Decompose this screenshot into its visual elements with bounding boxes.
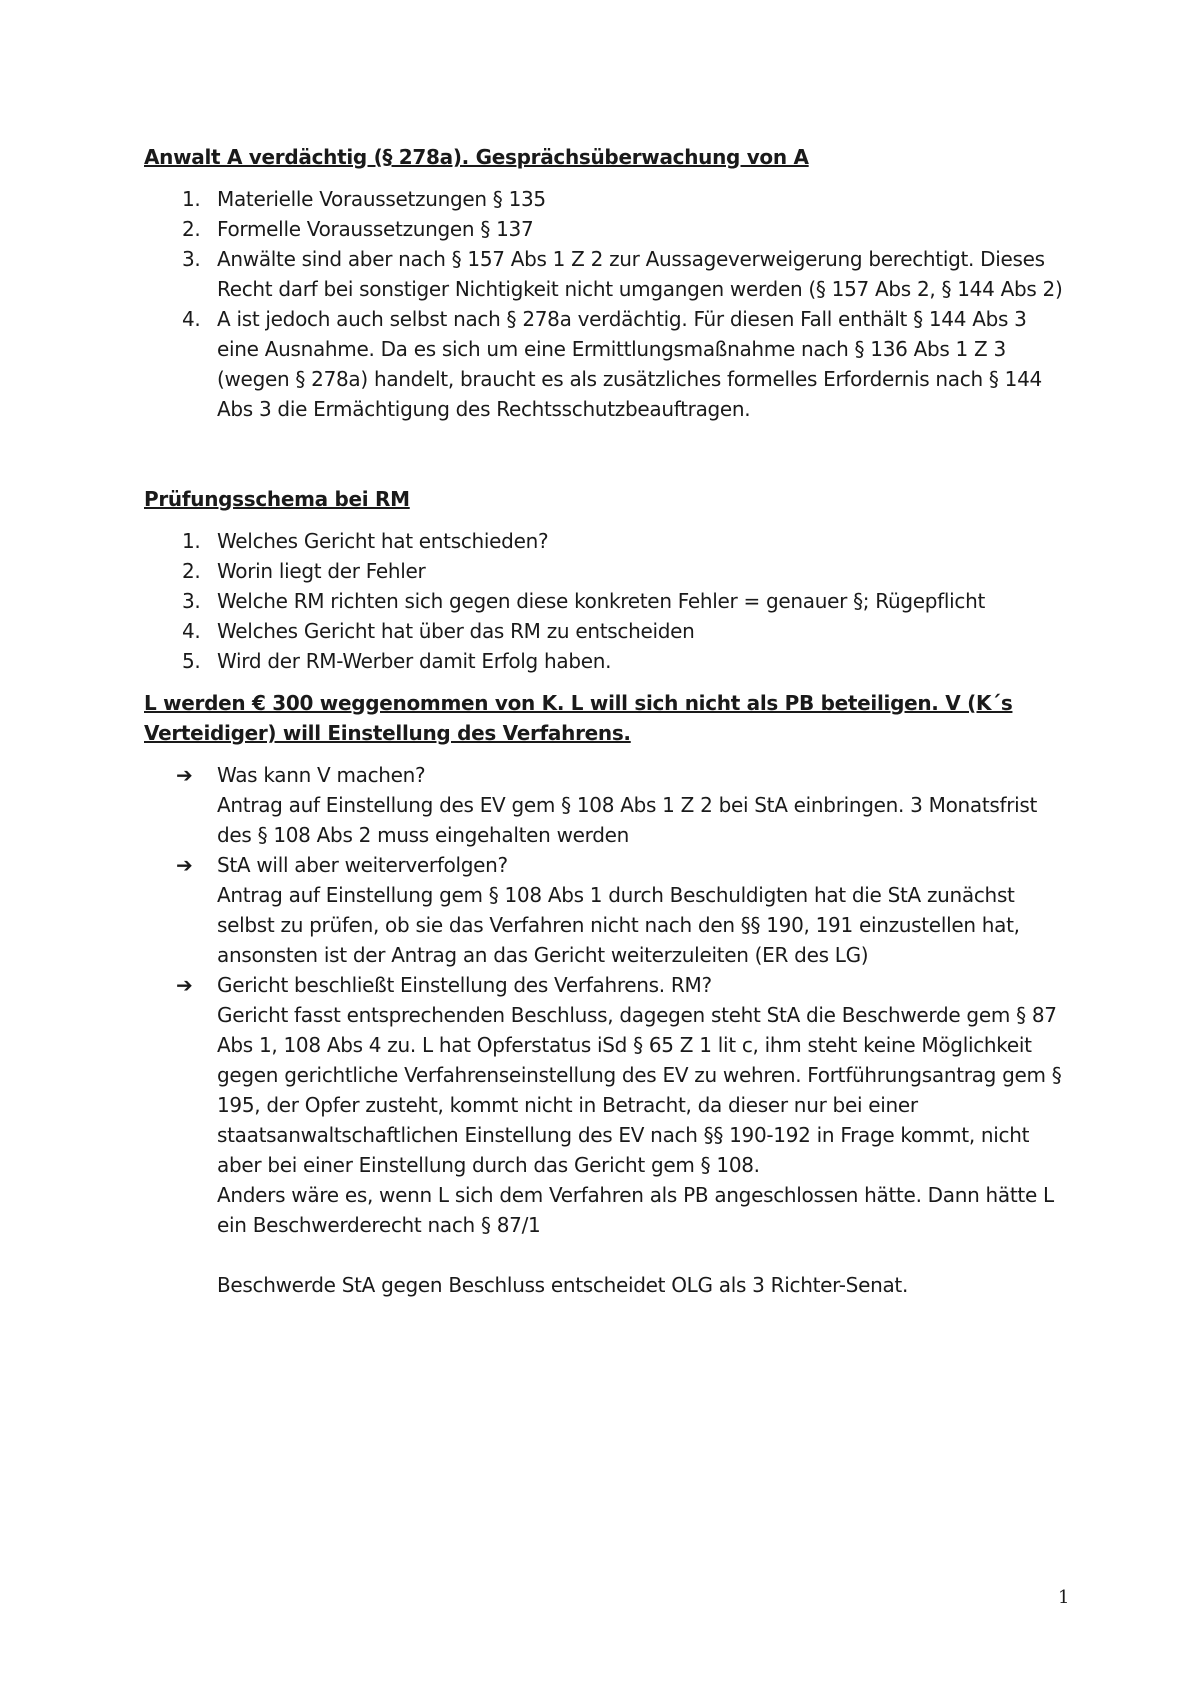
- section-heading: L werden € 300 weggenommen von K. L will sich nicht als PB beteiligen. V (K´s Verteidiger) will Einstellung des Verfahrens.: [144, 691, 1013, 745]
- list-text: Formelle Voraussetzungen § 137: [217, 217, 534, 241]
- arrow-list: [144, 760, 1066, 1300]
- list-item: [144, 556, 1066, 586]
- arrow-question: Was kann V machen?: [217, 763, 426, 787]
- arrow-answer: Antrag auf Einstellung des EV gem § 108 Abs 1 Z 2 bei StA einbringen. 3 Monatsfrist des § 108 Abs 2 muss eingehalten werden: [217, 793, 1038, 847]
- list-text: Worin liegt der Fehler: [217, 559, 426, 583]
- list-number: 3.: [182, 589, 201, 613]
- arrow-question: StA will aber weiterverfolgen?: [217, 853, 508, 877]
- section-heading: Anwalt A verdächtig (§ 278a). Gesprächsüberwachung von A: [144, 145, 809, 169]
- list-item: [144, 244, 1066, 304]
- list-text: Welches Gericht hat entschieden?: [217, 529, 549, 553]
- arrow-item: [144, 970, 1066, 1300]
- arrow-item: [144, 760, 1066, 850]
- list-item: [144, 184, 1066, 214]
- list-item: [144, 616, 1066, 646]
- list-item: [144, 214, 1066, 244]
- list-number: 2.: [182, 559, 201, 583]
- list-text: Wird der RM-Werber damit Erfolg haben.: [217, 649, 612, 673]
- arrow-question: Gericht beschließt Einstellung des Verfahrens. RM?: [217, 973, 712, 997]
- arrow-right-icon: ➔: [176, 763, 193, 787]
- list-number: 3.: [182, 247, 201, 271]
- list-item: [144, 526, 1066, 556]
- section-anwalt: [144, 142, 1066, 424]
- arrow-answer: Antrag auf Einstellung gem § 108 Abs 1 durch Beschuldigten hat die StA zunächst selbst zu prüfen, ob sie das Verfahren nicht nach den §§ 190, 191 einzustellen hat, ansonsten ist der Antrag an das Gericht weiterzuleiten (ER des LG): [217, 883, 1020, 967]
- list-item: [144, 646, 1066, 676]
- list-number: 1.: [182, 529, 201, 553]
- arrow-answer: Gericht fasst entsprechenden Beschluss, dagegen steht StA die Beschwerde gem § 87 Abs 1, 108 Abs 4 zu. L hat Opferstatus iSd § 65 Z 1 lit c, ihm steht keine Möglichkeit gegen gerichtliche Verfahrenseinstellung des EV zu wehren. Fortführungsantrag gem § 195, der Opfer zusteht, kommt nicht in Betracht, da dieser nur bei einer staatsanwaltschaftlichen Einstellung des EV nach §§ 190-192 in Frage kommt, nicht aber bei einer Einstellung durch das Gericht gem § 108.: [217, 1003, 1062, 1177]
- arrow-right-icon: ➔: [176, 973, 193, 997]
- list-number: 1.: [182, 187, 201, 211]
- numbered-list: [144, 184, 1066, 424]
- arrow-extra-note: Beschwerde StA gegen Beschluss entscheidet OLG als 3 Richter-Senat.: [217, 1273, 909, 1297]
- list-item: [144, 304, 1066, 424]
- list-text: Anwälte sind aber nach § 157 Abs 1 Z 2 zur Aussageverweigerung berechtigt. Dieses Recht darf bei sonstiger Nichtigkeit nicht umgangen werden (§ 157 Abs 2, § 144 Abs 2): [217, 247, 1063, 301]
- section-einstellung: [144, 688, 1066, 1300]
- list-item: [144, 586, 1066, 616]
- list-text: Materielle Voraussetzungen § 135: [217, 187, 546, 211]
- list-text: Welche RM richten sich gegen diese konkreten Fehler = genauer §; Rügepflicht: [217, 589, 986, 613]
- page-number: 1: [1058, 1587, 1070, 1608]
- list-number: 4.: [182, 619, 201, 643]
- list-text: Welches Gericht hat über das RM zu entscheiden: [217, 619, 695, 643]
- arrow-extra-note: Anders wäre es, wenn L sich dem Verfahren als PB angeschlossen hätte. Dann hätte L ein Beschwerderecht nach § 87/1: [217, 1183, 1054, 1237]
- section-heading: Prüfungsschema bei RM: [144, 487, 410, 511]
- arrow-right-icon: ➔: [176, 853, 193, 877]
- list-number: 2.: [182, 217, 201, 241]
- list-text: A ist jedoch auch selbst nach § 278a verdächtig. Für diesen Fall enthält § 144 Abs 3 eine Ausnahme. Da es sich um eine Ermittlungsmaßnahme nach § 136 Abs 1 Z 3 (wegen § 278a) handelt, braucht es als zusätzliches formelles Erfordernis nach § 144 Abs 3 die Ermächtigung des Rechtsschutzbeauftragen.: [217, 307, 1042, 421]
- arrow-item: [144, 850, 1066, 970]
- document-content: [144, 142, 1066, 1300]
- section-pruefungsschema: [144, 484, 1066, 676]
- list-number: 5.: [182, 649, 201, 673]
- numbered-list: [144, 526, 1066, 676]
- list-number: 4.: [182, 307, 201, 331]
